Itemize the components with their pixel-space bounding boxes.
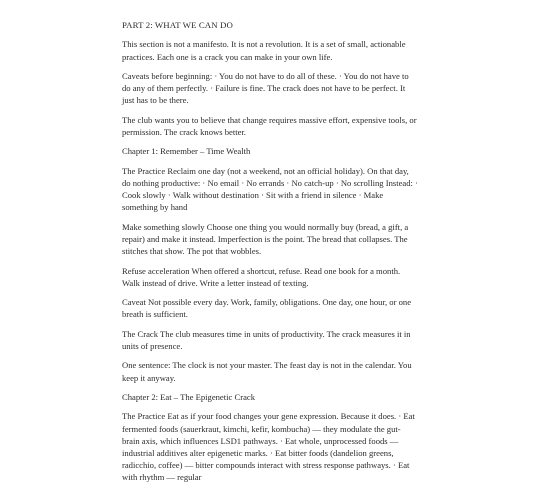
chapter-2-heading: Chapter 2: Eat – The Epigenetic Crack [122, 391, 255, 402]
paragraph-intro: This section is not a manifesto. It is not a revolution. It is a set of small, actionable practices. Each one is a crack you can make in your own life. [122, 39, 406, 62]
paragraph-refuse-acceleration: Refuse acceleration When offered a shortcut, refuse. Read one book for a month. Walk instead of drive. Write a letter instead of texting. [122, 265, 401, 288]
paragraph-caveats: Caveats before beginning: · You do not have to do all of these. · You do not have to do any of them perfectly. · Failure is fine. The crack does not have to be perfect. It just has to be there. [122, 70, 409, 106]
paragraph-make-slowly: Make something slowly Choose one thing you would normally buy (bread, a gift, a repair) and make it instead. Imperfection is the point. The bread that collapses. The stitches that show. The pot that wobbles. [122, 221, 409, 257]
part-heading: PART 2: WHAT WE CAN DO [122, 20, 233, 30]
paragraph-club: The club wants you to believe that change requires massive effort, expensive tools, or permission. The crack knows better. [122, 114, 417, 137]
document-body [122, 19, 418, 491]
paragraph-caveat: Caveat Not possible every day. Work, family, obligations. One day, one hour, or one breath is sufficient. [122, 297, 412, 320]
chapter-1-heading: Chapter 1: Remember – Time Wealth [122, 146, 251, 157]
paragraph-practice-eat: The Practice Eat as if your food changes your gene expression. Because it does. · Eat fermented foods (sauerkraut, kimchi, kefir, kombucha) — they modulate the gut-brain axis, which influences LSD1 pathways. · Eat whole, unprocessed foods — industrial additives alter epigenetic marks. · Eat bitter foods (dandelion greens, radicchio, coffee) — bitter compounds interact with stress response pathways. · Eat with rhythm — regular [122, 411, 415, 483]
paragraph-one-sentence: One sentence: The clock is not your master. The feast day is not in the calendar. You keep it anyway. [122, 360, 412, 383]
paragraph-practice-reclaim: The Practice Reclaim one day (not a weekend, not an official holiday). On that day, do nothing productive: · No email · No errands · No catch-up · No scrolling Instead: · Cook slowly · Walk without destination · Sit with a friend in silence · Make something by hand [122, 165, 418, 213]
paragraph-the-crack: The Crack The club measures time in units of productivity. The crack measures it in units of presence. [122, 328, 411, 351]
